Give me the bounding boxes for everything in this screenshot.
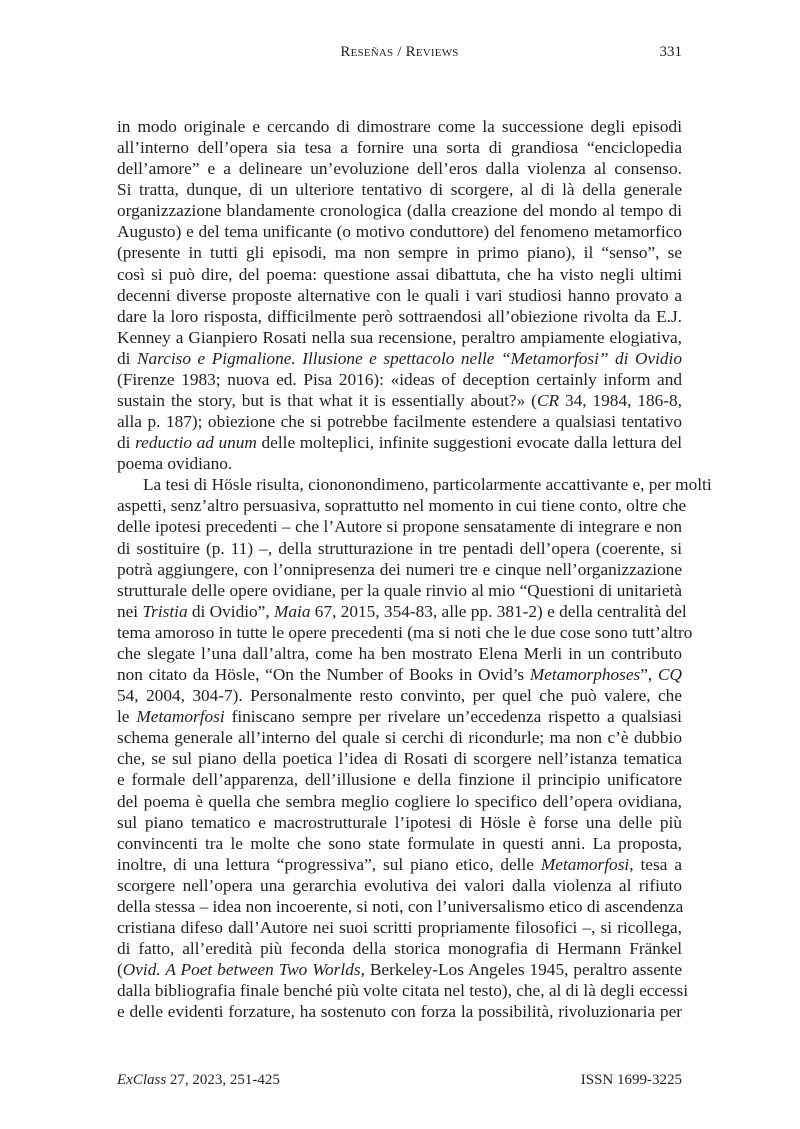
text-run: delle molteplici, infinite suggestioni evocate dalla lettura del xyxy=(256,433,683,453)
running-head: Reseñas / Reviews xyxy=(340,44,459,60)
text-run: nei xyxy=(117,601,143,621)
text-line xyxy=(117,769,682,790)
text-run: , tesa a xyxy=(629,854,682,874)
text-line xyxy=(117,643,682,664)
text-run: all’interno dell’opera sia tesa a fornire una sorta di grandiosa “enciclopedia xyxy=(117,138,682,158)
text-line xyxy=(117,348,682,369)
text-line xyxy=(117,748,682,769)
text-run: Kenney a Gianpiero Rosati nella sua recensione, peraltro ampiamente elogiativa, xyxy=(117,327,682,347)
text-line xyxy=(117,854,682,875)
text-run: 34, 1984, 186-8, xyxy=(559,391,682,411)
text-line xyxy=(117,980,689,1001)
text-line xyxy=(117,875,682,896)
text-run: La tesi di Hösle risulta, ciononondimeno, particolarmente accattivante e, per molti xyxy=(143,475,712,495)
volume-info: 27, 2023, 251-425 xyxy=(166,1072,280,1088)
italic-text: CR xyxy=(536,391,560,411)
text-line xyxy=(117,369,682,390)
text-line xyxy=(117,200,682,221)
italic-text: Maia xyxy=(274,601,311,621)
paragraph xyxy=(117,474,712,1022)
text-line xyxy=(117,327,682,348)
text-run: così si può dire, del poema: questione assai dibattuta, che ha visto negli ultimi xyxy=(117,264,682,284)
text-line xyxy=(117,116,682,137)
text-run: della stessa – idea non incoerente, si noti, con l’universalismo etico di ascendenza xyxy=(117,896,684,916)
text-line xyxy=(117,938,682,959)
text-line xyxy=(117,137,682,158)
text-run: finiscano sempre per rivelare un’eccedenza rispetto a qualsiasi xyxy=(224,707,682,727)
italic-text: Metamorfosi xyxy=(540,854,630,874)
text-line xyxy=(117,559,682,580)
text-run: decenni diverse proposte alternative con le quali i vari studiosi hanno provato a xyxy=(117,285,682,305)
text-run: 67, 2015, 354-83, alle pp. 381-2) e della centralità del xyxy=(310,601,687,621)
text-run: (Firenze 1983; nuova ed. Pisa 2016): «ideas of deception certainly inform and xyxy=(117,369,682,389)
text-line xyxy=(117,812,682,833)
page-number: 331 xyxy=(659,44,682,60)
text-line xyxy=(117,306,682,327)
text-line xyxy=(117,917,682,938)
text-line xyxy=(117,706,682,727)
text-line xyxy=(117,896,682,917)
italic-text: CQ xyxy=(657,665,682,685)
text-run: strutturale delle opere ovidiane, per la quale rinvio al mio “Questioni di unitarietà xyxy=(117,580,682,600)
text-run: alla p. 187); obiezione che si potrebbe facilmente estendere a qualsiasi tentativo xyxy=(117,412,682,432)
text-line xyxy=(117,959,682,980)
text-run: ( xyxy=(117,960,123,980)
text-run: poema ovidiano. xyxy=(117,454,233,474)
text-line xyxy=(117,242,682,263)
text-run: di xyxy=(117,348,137,368)
page-header xyxy=(117,44,682,68)
text-line xyxy=(117,285,682,306)
text-run: Augusto) e del tema unificante (o motivo conduttore) del fenomeno metamorfico xyxy=(117,222,682,242)
text-line xyxy=(117,264,682,285)
text-line xyxy=(117,833,682,854)
text-line xyxy=(117,474,712,495)
text-line xyxy=(117,685,682,706)
journal-citation xyxy=(117,1072,280,1089)
text-run: ”, xyxy=(640,665,658,685)
text-run: inoltre, di una lettura “progressiva”, sul piano etico, delle xyxy=(117,854,541,874)
text-run: e formale dell’apparenza, dell’illusione e della finzione il principio unificatore xyxy=(117,770,682,790)
text-line xyxy=(117,601,687,622)
issn: ISSN 1699-3225 xyxy=(580,1072,682,1088)
text-run: sul piano tematico e macrostrutturale l’ipotesi di Hösle è forse una delle più xyxy=(117,812,682,832)
text-run: del poema è quella che sembra meglio cogliere lo specifico dell’opera ovidiana, xyxy=(117,791,682,811)
text-run: di sostituire (p. 11) –, della strutturazione in tre pentadi dell’opera (coerente, si xyxy=(117,538,682,558)
paragraph xyxy=(117,116,682,474)
text-line xyxy=(117,580,682,601)
italic-text: Narciso e Pigmalione. Illusione e spettacolo nelle “Metamorfosi” di Ovidio xyxy=(136,348,682,368)
text-run: tema amoroso in tutte le opere precedenti (ma si noti che le due cose sono tutt’altro xyxy=(117,622,693,642)
text-line xyxy=(117,453,682,474)
text-run: schema generale all’interno del quale si cerchi di ricondurle; ma non c’è dubbio xyxy=(117,728,682,748)
text-line xyxy=(117,390,682,411)
text-run: convincenti tra le molte che sono state formulate in questi anni. La proposta, xyxy=(117,833,682,853)
text-run: (presente in tutti gli episodi, ma non sempre in primo piano), il “senso”, se xyxy=(117,243,682,263)
text-line xyxy=(117,179,682,200)
text-line xyxy=(117,791,682,812)
text-line xyxy=(117,622,693,643)
text-run: Si tratta, dunque, di un ulteriore tentativo di scorgere, al di là della generale xyxy=(117,180,682,200)
text-line xyxy=(117,495,687,516)
text-line xyxy=(117,727,682,748)
text-run: delle ipotesi precedenti – che l’Autore si propone sensatamente di integrare e non xyxy=(117,517,682,537)
text-run: le xyxy=(117,707,137,727)
text-run: dare la loro risposta, difficilmente però sottraendosi all’obiezione rivolta da E.J. xyxy=(117,306,682,326)
text-line xyxy=(117,411,682,432)
text-run: dell’amore” e a delineare un’evoluzione dell’eros dalla violenza al consenso. xyxy=(117,159,682,179)
text-line xyxy=(117,158,682,179)
text-run: non citato da Hösle, “On the Number of Books in Ovid’s xyxy=(117,665,530,685)
text-run: , Berkeley-Los Angeles 1945, peraltro assente xyxy=(360,960,682,980)
text-run: 54, 2004, 304-7). Personalmente resto convinto, per quel che può valere, che xyxy=(117,686,682,706)
text-run: in modo originale e cercando di dimostrare come la successione degli episodi xyxy=(117,117,682,136)
body-text xyxy=(117,116,712,1022)
text-line xyxy=(117,1001,682,1022)
text-line xyxy=(117,221,682,242)
text-run: di Ovidio”, xyxy=(187,601,274,621)
text-run: dalla bibliografia finale benché più volte citata nel testo), che, al di là degli eccessi xyxy=(117,981,689,1001)
text-line xyxy=(117,538,682,559)
text-run: organizzazione blandamente cronologica (dalla creazione del mondo al tempo di xyxy=(117,201,682,221)
text-run: cristiana difeso dall’Autore nei suoi scritti propriamente filosofici –, si ricollega, xyxy=(117,917,682,937)
italic-text: Metamorfosi xyxy=(136,707,225,727)
text-run: di fatto, all’eredità più feconda della storica monografia di Hermann Fränkel xyxy=(117,939,682,959)
text-run: che, se sul piano della poetica l’idea di Rosati di scorgere nell’istanza tematica xyxy=(117,749,682,769)
text-line xyxy=(117,432,682,453)
italic-text: Tristia xyxy=(142,601,188,621)
text-line xyxy=(117,664,682,685)
text-run: aspetti, senz’altro persuasiva, soprattutto nel momento in cui tiene conto, oltre che xyxy=(117,496,687,516)
text-run: scorgere nell’opera una gerarchia evolutiva dei valori dalla violenza al rifiuto xyxy=(117,875,682,895)
italic-text: Metamorphoses xyxy=(529,665,641,685)
text-line xyxy=(117,516,682,537)
text-run: potrà aggiungere, con l’onnipresenza dei numeri tre e cinque nell’organizzazione xyxy=(117,559,682,579)
text-run: e delle evidenti forzature, ha sostenuto con forza la possibilità, rivoluzionaria per xyxy=(117,1002,682,1022)
text-run: sustain the story, but is that what it is essentially about?» ( xyxy=(117,391,537,411)
italic-text: reductio ad unum xyxy=(135,433,257,453)
italic-text: Ovid. A Poet between Two Worlds xyxy=(122,960,361,980)
text-run: che slegate l’una dall’altra, come ha ben mostrato Elena Merli in un contributo xyxy=(117,643,682,663)
text-run: di xyxy=(117,433,136,453)
journal-title: ExClass xyxy=(117,1072,167,1088)
